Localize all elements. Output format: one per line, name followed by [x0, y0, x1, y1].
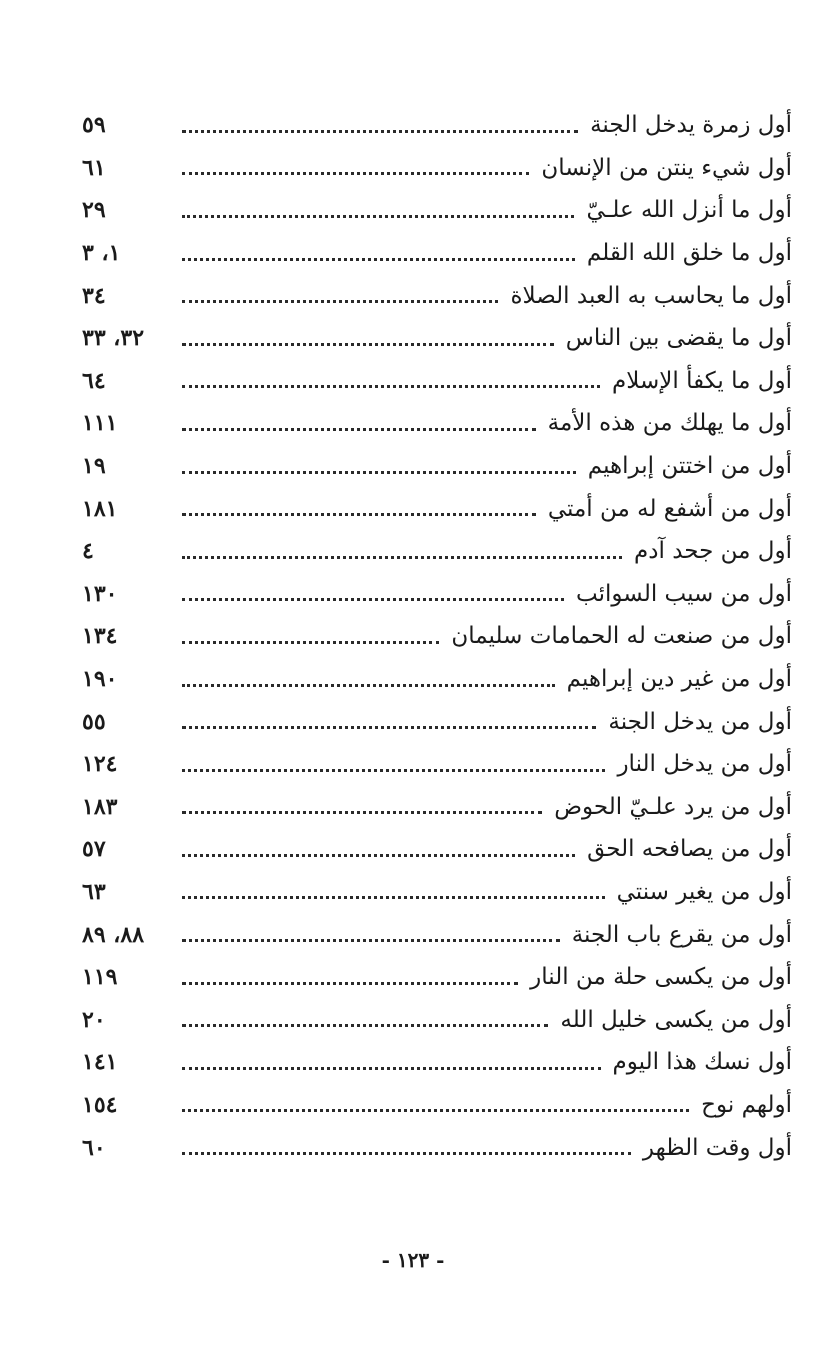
- dot-leader: [182, 130, 578, 133]
- index-entry: [82, 743, 792, 786]
- entry-title: أول نسك هذا اليوم: [612, 1049, 792, 1076]
- entry-page-numbers: ١، ٣: [82, 240, 121, 267]
- entry-title: أول من يغير سنتي: [616, 878, 792, 905]
- entry-title: أول من جحد آدم: [634, 538, 792, 565]
- dot-leader: [182, 641, 439, 644]
- dot-leader: [182, 684, 555, 687]
- index-entry: [82, 1041, 792, 1084]
- index-entry: [82, 998, 792, 1041]
- index-entry: [82, 487, 792, 530]
- dot-leader: [182, 854, 575, 857]
- index-entry: [82, 104, 792, 147]
- dot-leader: [182, 1109, 689, 1112]
- entry-title: أول من اختتن إبراهيم: [587, 453, 792, 480]
- dot-leader: [182, 343, 554, 346]
- index-entry: [82, 445, 792, 488]
- entry-title: أول ما يكفأ الإسلام: [612, 367, 792, 394]
- index-entry: [82, 274, 792, 317]
- index-entry: [82, 1126, 792, 1169]
- dot-leader: [182, 471, 576, 474]
- index-entry: [82, 360, 792, 403]
- entry-page-numbers: ١٤١: [82, 1049, 118, 1076]
- entry-title: أول من غير دين إبراهيم: [566, 666, 792, 693]
- entry-page-numbers: ٨٨، ٨٩: [82, 921, 145, 948]
- entry-title: أول من يقرع باب الجنة: [571, 921, 792, 948]
- index-entry: [82, 786, 792, 829]
- entry-title: أول وقت الظهر: [642, 1134, 792, 1161]
- dot-leader: [182, 1024, 548, 1027]
- dot-leader: [182, 811, 542, 814]
- index-entry: [82, 232, 792, 275]
- dot-leader: [182, 513, 536, 516]
- entry-page-numbers: ١١٩: [82, 964, 118, 991]
- dot-leader: [182, 385, 600, 388]
- entry-title: أول من صنعت له الحمامات سليمان: [451, 623, 792, 650]
- entry-title: أول من يدخل الجنة: [608, 708, 792, 735]
- entry-page-numbers: ٢٩: [82, 197, 106, 224]
- entry-title: أول من يصافحه الحق: [587, 836, 792, 863]
- index-entry: [82, 147, 792, 190]
- entry-title: أول من أشفع له من أمتي: [547, 495, 792, 522]
- index-entry: [82, 573, 792, 616]
- entry-title: أولهم نوح: [701, 1091, 792, 1118]
- entry-title: أول ما خلق الله القلم: [586, 240, 792, 267]
- entry-title: أول ما أنزل الله علـيّ: [586, 197, 792, 224]
- entry-title: أول من يرد علـيّ الحوض: [554, 793, 792, 820]
- dot-leader: [182, 982, 518, 985]
- dot-leader: [182, 556, 622, 559]
- index-list: [82, 104, 792, 1169]
- index-entry: [82, 1084, 792, 1127]
- index-entry: [82, 913, 792, 956]
- dot-leader: [182, 215, 574, 218]
- entry-page-numbers: ١٩: [82, 453, 106, 480]
- entry-page-numbers: ١٣٠: [82, 580, 118, 607]
- index-entry: [82, 530, 792, 573]
- index-entry: [82, 658, 792, 701]
- dot-leader: [182, 1152, 631, 1155]
- entry-page-numbers: ١٢٤: [82, 751, 118, 778]
- entry-page-numbers: ١٨١: [82, 495, 118, 522]
- entry-title: أول ما يقضى بين الناس: [565, 325, 792, 352]
- entry-page-numbers: ٦٣: [82, 878, 106, 905]
- entry-page-numbers: ٣٢، ٣٣: [82, 325, 145, 352]
- entry-title: أول ما يحاسب به العبد الصلاة: [510, 282, 792, 309]
- entry-page-numbers: ٦٤: [82, 367, 106, 394]
- entry-title: أول من يدخل النار: [617, 751, 792, 778]
- dot-leader: [182, 1067, 601, 1070]
- index-entry: [82, 828, 792, 871]
- dot-leader: [182, 769, 605, 772]
- entry-page-numbers: ٦٠: [82, 1134, 106, 1161]
- dot-leader: [182, 896, 605, 899]
- index-entry: [82, 615, 792, 658]
- entry-page-numbers: ١٣٤: [82, 623, 118, 650]
- page-number: - ١٢٣ -: [381, 1248, 445, 1272]
- index-entry: [82, 189, 792, 232]
- dot-leader: [182, 939, 560, 942]
- entry-page-numbers: ٥٥: [82, 708, 106, 735]
- entry-page-numbers: ١٩٠: [82, 666, 118, 693]
- entry-page-numbers: ٢٠: [82, 1006, 106, 1033]
- entry-page-numbers: ٦١: [82, 154, 106, 181]
- entry-title: أول ما يهلك من هذه الأمة: [547, 410, 792, 437]
- dot-leader: [182, 300, 498, 303]
- entry-page-numbers: ٥٩: [82, 112, 106, 139]
- index-entry: [82, 956, 792, 999]
- index-entry: [82, 317, 792, 360]
- entry-title: أول من سيب السوائب: [576, 580, 792, 607]
- entry-page-numbers: ١١١: [82, 410, 118, 437]
- entry-title: أول شيء ينتن من الإنسان: [541, 154, 792, 181]
- dot-leader: [182, 428, 536, 431]
- entry-title: أول زمرة يدخل الجنة: [590, 112, 792, 139]
- entry-page-numbers: ١٨٣: [82, 793, 118, 820]
- entry-page-numbers: ١٥٤: [82, 1091, 118, 1118]
- dot-leader: [182, 172, 529, 175]
- entry-title: أول من يكسى حلة من النار: [530, 964, 792, 991]
- entry-page-numbers: ٥٧: [82, 836, 106, 863]
- entry-page-numbers: ٣٤: [82, 282, 106, 309]
- index-entry: [82, 700, 792, 743]
- index-entry: [82, 402, 792, 445]
- dot-leader: [182, 258, 575, 261]
- entry-page-numbers: ٤: [82, 538, 94, 565]
- dot-leader: [182, 726, 596, 729]
- index-entry: [82, 871, 792, 914]
- entry-title: أول من يكسى خليل الله: [560, 1006, 792, 1033]
- dot-leader: [182, 598, 564, 601]
